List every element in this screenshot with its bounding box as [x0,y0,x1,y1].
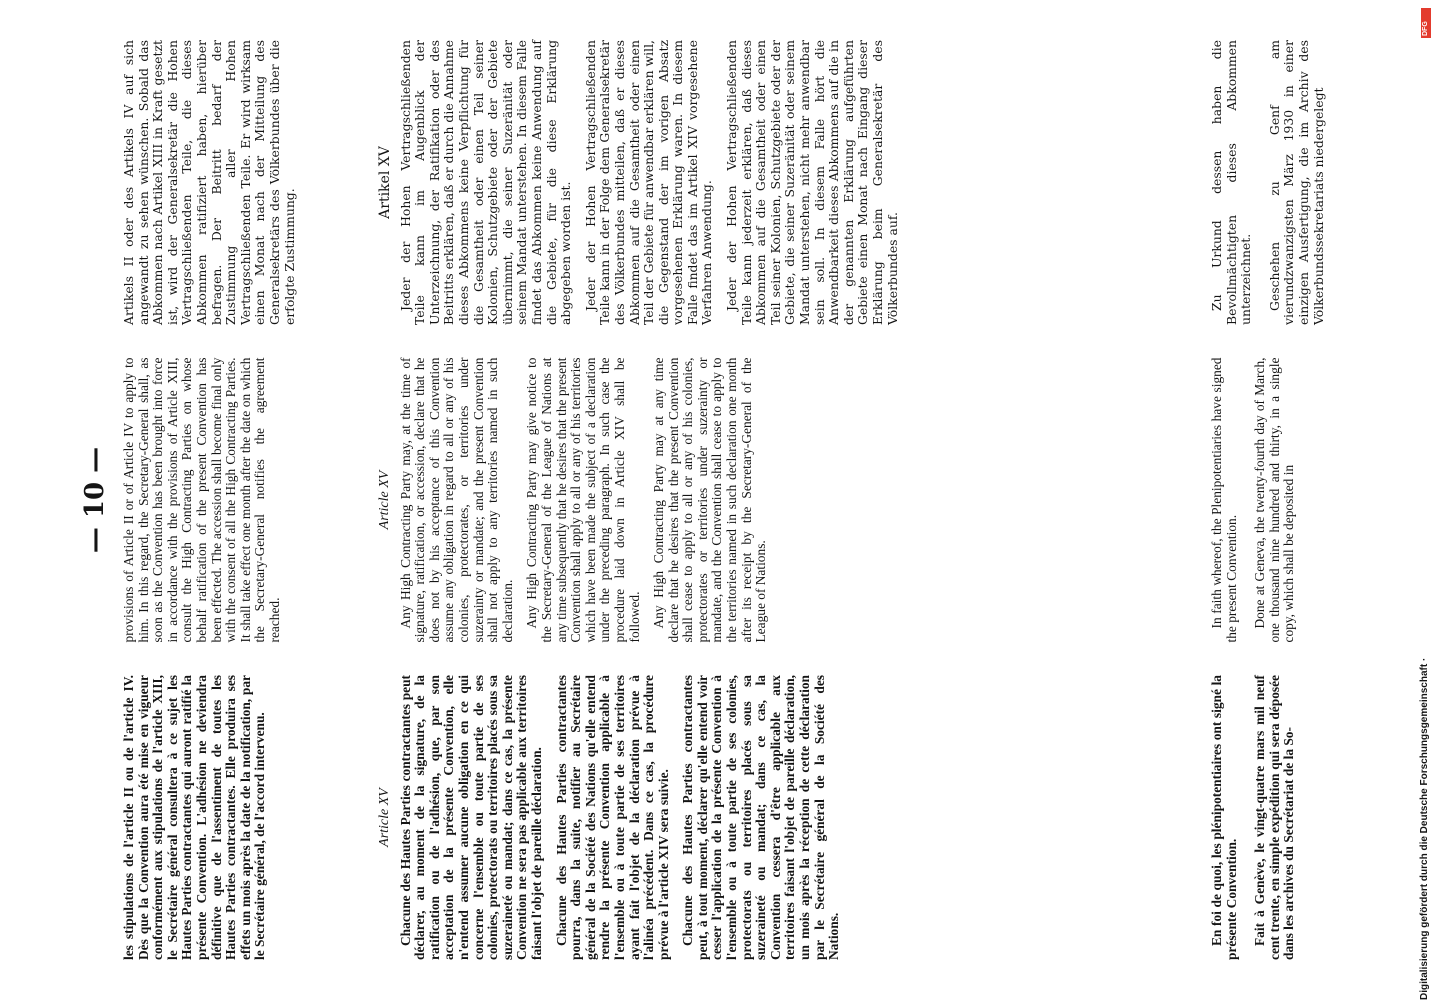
logo-text: DFG [1422,21,1429,36]
french-paragraph: Chacune des Hautes Parties contractantes peut, à tout moment, déclarer qu'elle entend voir cesser l'application de la présente Convention à l'ensemble ou à toute partie de ses colonies, protectorats ou territoires placés sous sa suzeraineté ou mandat; dans ce cas, la Convention cessera d'être applicable aux territoires faisant l'objet de pareille déclaration, un mois après la réception de cette déclaration par le Secrétaire général de la Société des Nations. [680,675,842,960]
article-heading: Article XV [377,788,392,847]
page-number: — 10 — [80,446,110,554]
credit-text: Digitalisierung gefördert durch die Deutsche Forschungsgemeinschaft · [1419,657,1430,1000]
german-paragraph: Jeder der Hohen Vertragschließenden Teile kann im Augenblick der Unterzeichnung, der Ratifikation oder des Beitritts erklären, daß er durch die Annahme dieses Abkommens keine Verpflichtung für die Gesamtheit oder einen Teil seiner Kolonien, Schutzgebiete oder der Gebiete übernimmt, die seiner Suzeränität oder seinem Mandat unterstehen. In diesem Falle findet das Abkommen keine Anwendung auf die Gebiete, für die diese Erklärung abgegeben worden ist. [397,40,574,325]
french-closing-column [1210,675,1326,960]
french-paragraph: En foi de quoi, les plénipotentiaires ont signé la présente Convention. [1209,675,1239,960]
article-band [362,40,900,960]
digitization-credit [1420,390,1430,1000]
german-paragraph: Zu Urkund dessen haben die Bevollmächtigten dieses Abkommen unterzeichnet. [1209,40,1254,325]
english-column [122,358,297,643]
english-paragraph: In faith whereof, the Plenipotentiaries have signed the present Convention. [1209,357,1239,643]
french-paragraph: les stipulations de l'article II ou de l'article IV. Dès que la Convention aura été mise en vigueur conformément aux stipulations de l'article XIII, le Secrétaire général consultera à ce sujet les Hautes Parties contractantes qui auront ratifié la présente Convention. L'adhésion ne deviendra définitive que de l'assentiment de toutes les Hautes Parties contractantes. Elle produira ses effets un mois après la date de la notification, par le Secrétaire général, de l'accord intervenu. [121,675,268,960]
article-heading: Article XV [377,470,392,530]
french-column [122,675,297,960]
german-article-column [362,40,900,325]
french-paragraph: Fait à Genève, le vingt-quatre mars mil neuf cent trente, en simple expédition qui sera déposée dans les archives du Secrétariat de la So- [1252,675,1297,960]
german-paragraph: Artikels II oder des Artikels IV auf sich angewandt zu sehen wünschen. Sobald das Abkommen nach Artikel XIII in Kraft gesetzt ist, wird der Generalsekretär die Hohen Vertragschließenden Teile, die dieses Abkommen ratifiziert haben, hierüber befragen. Der Beitritt bedarf der Zustimmung aller Hohen Vertragschließenden Teile. Er wird wirksam einen Monat nach der Mitteilung des Generalsekretärs des Völkerbundes über die erfolgte Zustimmung. [121,40,297,325]
german-paragraph: Geschehen zu Genf am vierundzwanzigsten März 1930 in einer einzigen Ausfertigung, die im Archiv des Völkerbundssekretariats niedergelegt [1266,40,1326,325]
closing-band [1210,40,1326,960]
english-paragraph: Any High Contracting Party may at any time declare that he desires that the present Convention shall cease to apply to all or any of his colonies, protectorates or territories under suzerainty or mandate, and the Convention shall cease to apply to the territories named in such declaration one month after its receipt by the Secretary-General of the League of Nations. [651,357,769,643]
english-paragraph: Any High Contracting Party may, at the time of signature, ratification, or accession, declare that he does not by his acceptance of this Convention assume any obligation in regard to all or any of his colonies, protectorates, or territories under suzerainty or mandate; and the present Convention shall not apply to any territories named in such declaration. [397,357,515,643]
continued-text-band [122,40,297,960]
dfg-logo [1421,8,1431,38]
french-paragraph: Chacune des Hautes Parties contractantes pourra, dans la suite, notifier au Secrétaire général de la Société des Nations qu'elle entend rendre la présente Convention applicable à l'ensemble ou à toute partie de ses territoires ayant fait l'objet de la déclaration prévue à l'alinéa précédent. Dans ce cas, la procédure prévue à l'article XIV sera suivie. [553,675,671,960]
english-article-column [362,358,900,643]
german-paragraph: Jeder der Hohen Vertragschließenden Teile kann in der Folge dem Generalsekretär des Völkerbundes mitteilen, daß er dieses Abkommen auf die Gesamtheit oder einen Teil der Gebiete für anwendbar erklären will, die Gegenstand der im vorigen Absatz vorgesehenen Erklärung waren. In diesem Falle findet das im Artikel XIV vorgesehene Verfahren Anwendung. [582,40,715,325]
german-paragraph: Jeder der Hohen Vertragschließenden Teile kann jederzeit erklären, daß dieses Abkommen auf die Gesamtheit oder einen Teil seiner Kolonien, Schutzgebiete oder der Gebiete, die seiner Suzeränität oder seinem Mandat unterstehen, nicht mehr anwendbar sein soll. In diesem Falle hört die Anwendbarkeit dieses Abkommens auf die in der genannten Erklärung aufgeführten Gebiete einen Monat nach Eingang dieser Erklärung beim Generalsekretär des Völkerbundes auf. [724,40,900,325]
french-paragraph: Chacune des Hautes Parties contractantes peut déclarer, au moment de la signature, de la ratification ou de l'adhésion, que, par son acceptation de la présente Convention, elle n'entend assumer aucune obligation en ce qui concerne l'ensemble ou toute partie de ses colonies, protectorats ou territoires placés sous sa suzeraineté ou mandat; dans ce cas, la présente Convention ne sera pas applicable aux territoires faisant l'objet de pareille déclaration. [397,675,544,960]
english-paragraph: Any High Contracting Party may give notice to the Secretary-General of the League of Nations at any time subsequently that he desires that the present Convention shall apply to all or any of his territories which have been made the subject of a declaration under the preceding paragraph. In such case the procedure laid down in Article XIV shall be followed. [524,357,642,643]
german-column [122,40,297,325]
article-heading: Artikel XV [377,146,393,219]
document-page [80,40,1410,960]
english-paragraph: provisions of Article II or of Article IV to apply to him. In this regard, the Secretary-General shall, as soon as the Convention has been brought into force in accordance with the provisions of Article XIII, consult the High Contracting Parties on whose behalf ratification of the present Convention has been effected. The accession shall become final only with the consent of all the High Contracting Parties. It shall take effect one month after the date on which the Secretary-General notifies the agreement reached. [121,357,282,643]
french-article-column [362,675,900,960]
german-closing-column [1210,40,1326,325]
english-paragraph: Done at Geneva, the twenty-fourth day of March, one thousand nine hundred and thirty, in a single copy, which shall be deposited in [1252,357,1297,643]
english-closing-column [1210,358,1326,643]
